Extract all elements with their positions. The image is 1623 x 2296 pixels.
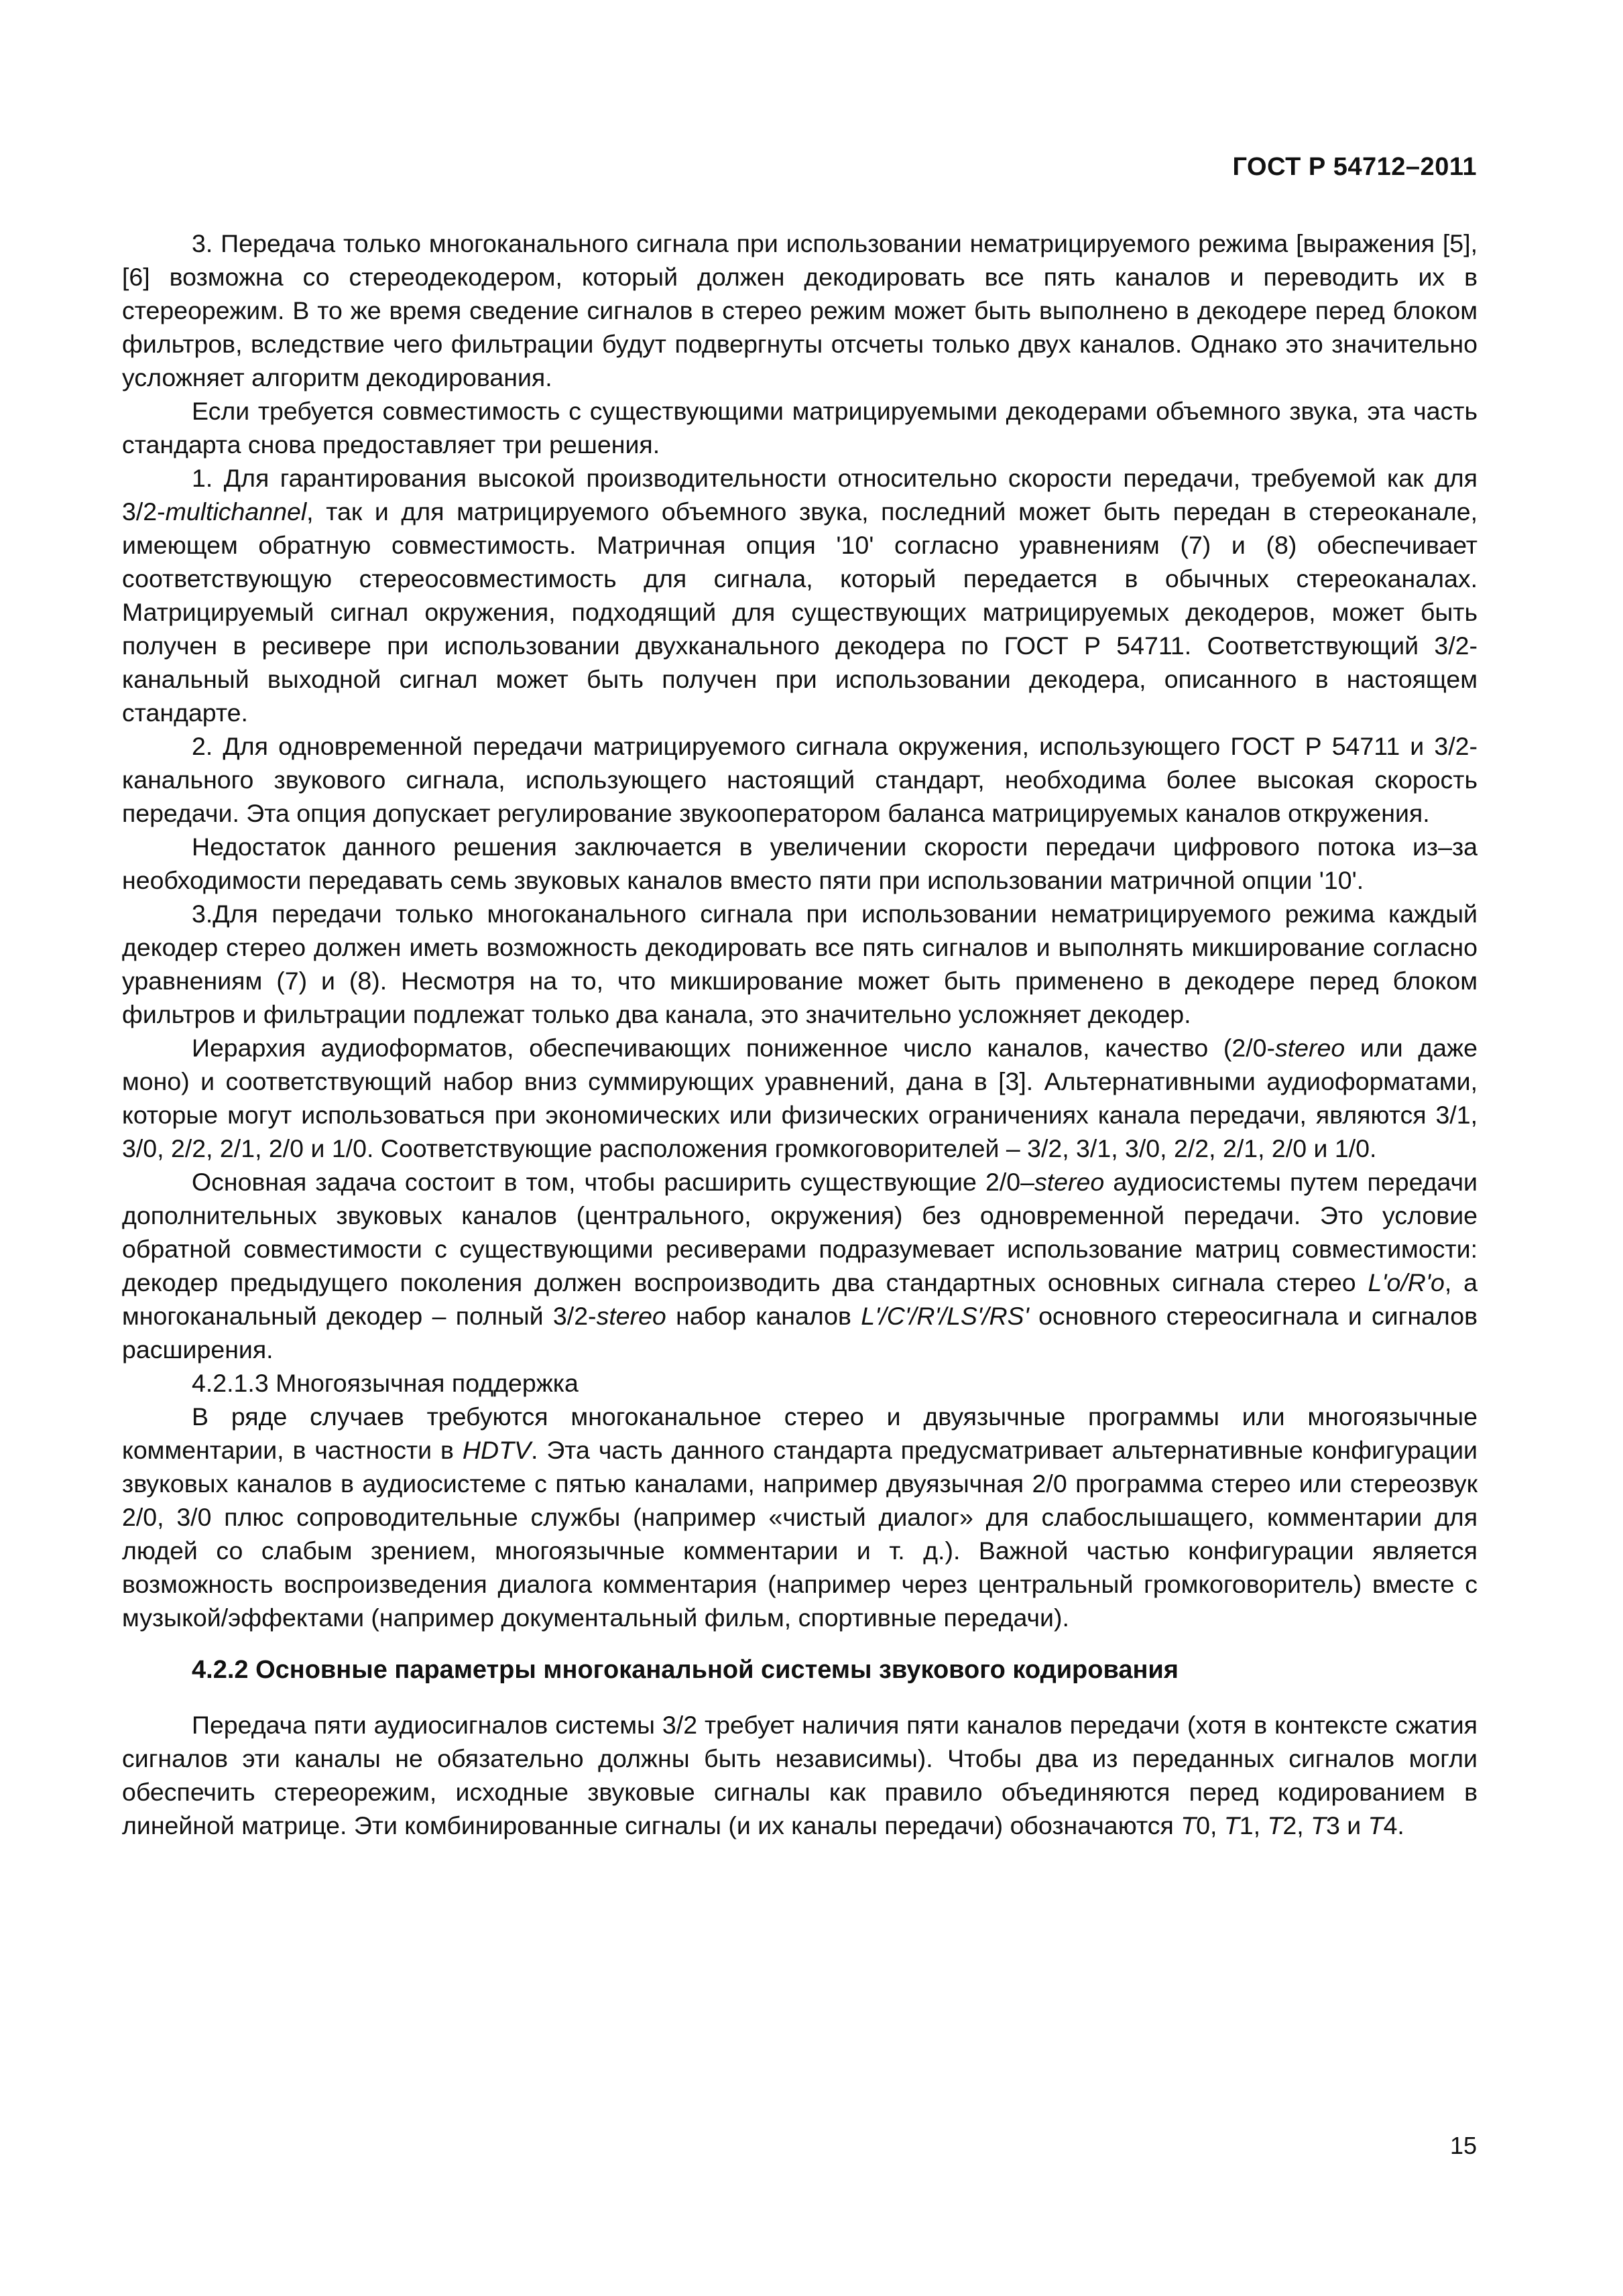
signal-t1-suffix: 1,: [1239, 1811, 1268, 1839]
paragraph-7-part-b: или даже моно) и соответствующий набор вниз суммирующих уравнений, дана в [3]. Альтернативными аудиоформатами, которые могут использоваться при экономических или физических ограничениях канала передачи, являются 3/1, 3/0, 2/2, 2/1, 2/0 и 1/0. Соответствующие расположения громкоговорителей – 3/2, 3/1, 3/0, 2/2, 2/1, 2/0 и 1/0.: [122, 1034, 1478, 1162]
paragraph-4: 2. Для одновременной передачи матрицируемого сигнала окружения, использующего ГОСТ Р 54711 и 3/2-канального звукового сигнала, использующего настоящий стандарт, необходима более высокая скорость передачи. Эта опция допускает регулирование звукооператором баланса матрицируемых каналов откружения.: [122, 732, 1478, 827]
signal-t0-suffix: 0,: [1196, 1811, 1224, 1839]
paragraph-3-part-a: 1. Для гарантирования высокой производительности относительно скорости передачи, требуемой как для 3/2-: [122, 464, 1478, 526]
paragraph-8-emphasis-4: L'/C'/R'/LS'/RS': [861, 1302, 1029, 1330]
paragraph-7-part-a: Иерархия аудиоформатов, обеспечивающих пониженное число каналов, качество (2/0-: [192, 1034, 1275, 1062]
paragraph-2: Если требуется совместимость с существующими матрицируемыми декодерами объемного звука, эта часть стандарта снова предоставляет три решения.: [122, 397, 1478, 459]
paragraph-8-part-a: Основная задача состоит в том, чтобы расширить существующие 2/0–: [192, 1168, 1034, 1196]
document-code-header: ГОСТ Р 54712–2011: [1232, 153, 1477, 181]
paragraph-7-emphasis: stereo: [1274, 1034, 1345, 1062]
document-body: [122, 227, 1478, 1842]
subsection-title-4-2-1-3: 4.2.1.3 Многоязычная поддержка: [192, 1369, 579, 1397]
paragraph-10-part-b: . Эта часть данного стандарта предусматривает альтернативные конфигурации звуковых каналов в аудиосистеме с пятью каналами, например двуязычная 2/0 программа стерео или стереозвук 2/0, 3/0 плюс сопроводительные службы (например «чистый диалог» для слабослышащего, комментарии для людей со слабым зрением, многоязычные комментарии и т. д.). Важной частью конфигурации является возможность воспроизведения диалога комментария (например через центральный громкоговоритель) вместе с музыкой/эффектами (например документальный фильм, спортивные передачи).: [122, 1436, 1478, 1632]
paragraph-8-part-b: аудиосистемы путем передачи дополнительных звуковых каналов (центрального, окружения) без одновременной передачи. Это условие обратной совместимости с существующими ресиверами подразумевает использование матриц совместимости: декодер предыдущего поколения должен воспроизводить два стандартных основных сигнала стерео: [122, 1168, 1478, 1296]
paragraph-8: [122, 1165, 1478, 1366]
signal-t2-suffix: 2,: [1282, 1811, 1311, 1839]
final-paragraph-text: Передача пяти аудиосигналов системы 3/2 требует наличия пяти каналов передачи (хотя в контексте сжатия сигналов эти каналы не обязательно должны быть независимы). Чтобы два из переданных сигналов могли обеспечить стереорежим, исходные звуковые сигналы как правило объединяются перед кодированием в линейной матрице. Эти комбинированные сигналы (и их каналы передачи) обозначаются: [122, 1711, 1478, 1839]
paragraph-8-part-c: , а многоканальный декодер – полный 3/2-: [122, 1268, 1478, 1330]
signal-t0-letter: T: [1181, 1811, 1197, 1839]
paragraph-8-part-e: основного стереосигнала и сигналов расширения.: [122, 1302, 1478, 1364]
paragraph-10: [122, 1400, 1478, 1634]
signal-t4-suffix: 4.: [1383, 1811, 1404, 1839]
final-paragraph: [122, 1708, 1478, 1842]
signal-t2-letter: T: [1267, 1811, 1283, 1839]
paragraph-8-part-d: набор каналов: [666, 1302, 861, 1330]
paragraph-8-emphasis-1: stereo: [1034, 1168, 1105, 1196]
paragraph-6: 3.Для передачи только многоканального сигнала при использовании нематрицируемого режима каждый декодер стерео должен иметь возможность декодировать все пять сигналов и выполнять микширование согласно уравнениям (7) и (8). Несмотря на то, что микширование может быть применено в декодере перед блоком фильтров и фильтрации подлежат только два канала, это значительно усложняет декодер.: [122, 900, 1478, 1028]
paragraph-3: [122, 461, 1478, 729]
signal-t3-suffix: 3 и: [1326, 1811, 1368, 1839]
signal-t1-letter: T: [1223, 1811, 1240, 1839]
paragraph-10-part-a: В ряде случаев требуются многоканальное стерео и двуязычные программы или многоязычные комментарии, в частности в: [122, 1402, 1478, 1464]
paragraph-5: Недостаток данного решения заключается в увеличении скорости передачи цифрового потока из–за необходимости передавать семь звуковых каналов вместо пяти при использовании матричной опции '10'.: [122, 833, 1478, 894]
paragraph-7: [122, 1031, 1478, 1165]
paragraph-10-emphasis: HDTV: [462, 1436, 531, 1464]
signal-t3-letter: T: [1311, 1811, 1326, 1839]
paragraph-3-part-b: , так и для матрицируемого объемного звука, последний может быть передан в стереоканале, имеющем обратную совместимость. Матричная опция '10' согласно уравнениям (7) и (8) обеспечивает соответствующую стереосовместимость для сигнала, который передается в обычных стереоканалах. Матрицируемый сигнал окружения, подходящий для существующих матрицируемых декодеров, может быть получен в ресивере при использовании двухканального декодера по ГОСТ Р 54711. Соответствующий 3/2-канальный выходной сигнал может быть получен при использовании декодера, описанного в настоящем стандарте.: [122, 497, 1478, 727]
page-number: 15: [1449, 2132, 1477, 2159]
signal-t4-letter: T: [1368, 1811, 1384, 1839]
section-heading-4-2-2: 4.2.2 Основные параметры многоканальной системы звукового кодирования: [192, 1656, 1179, 1684]
paragraph-3-emphasis: multichannel: [165, 497, 307, 526]
paragraph-8-emphasis-2: L'o/R'o: [1368, 1268, 1445, 1296]
paragraph-1: 3. Передача только многоканального сигнала при использовании нематрицируемого режима [выражения [5],[6] возможна со стереодекодером, который должен декодировать все пять каналов и переводить их в стереорежим. В то же время сведение сигналов в стерео режим может быть выполнено в декодере перед блоком фильтров, вследствие чего фильтрации будут подвергнуты отсчеты только двух каналов. Однако это значительно усложняет алгоритм декодирования.: [122, 229, 1478, 391]
paragraph-8-emphasis-3: stereo: [596, 1302, 666, 1330]
